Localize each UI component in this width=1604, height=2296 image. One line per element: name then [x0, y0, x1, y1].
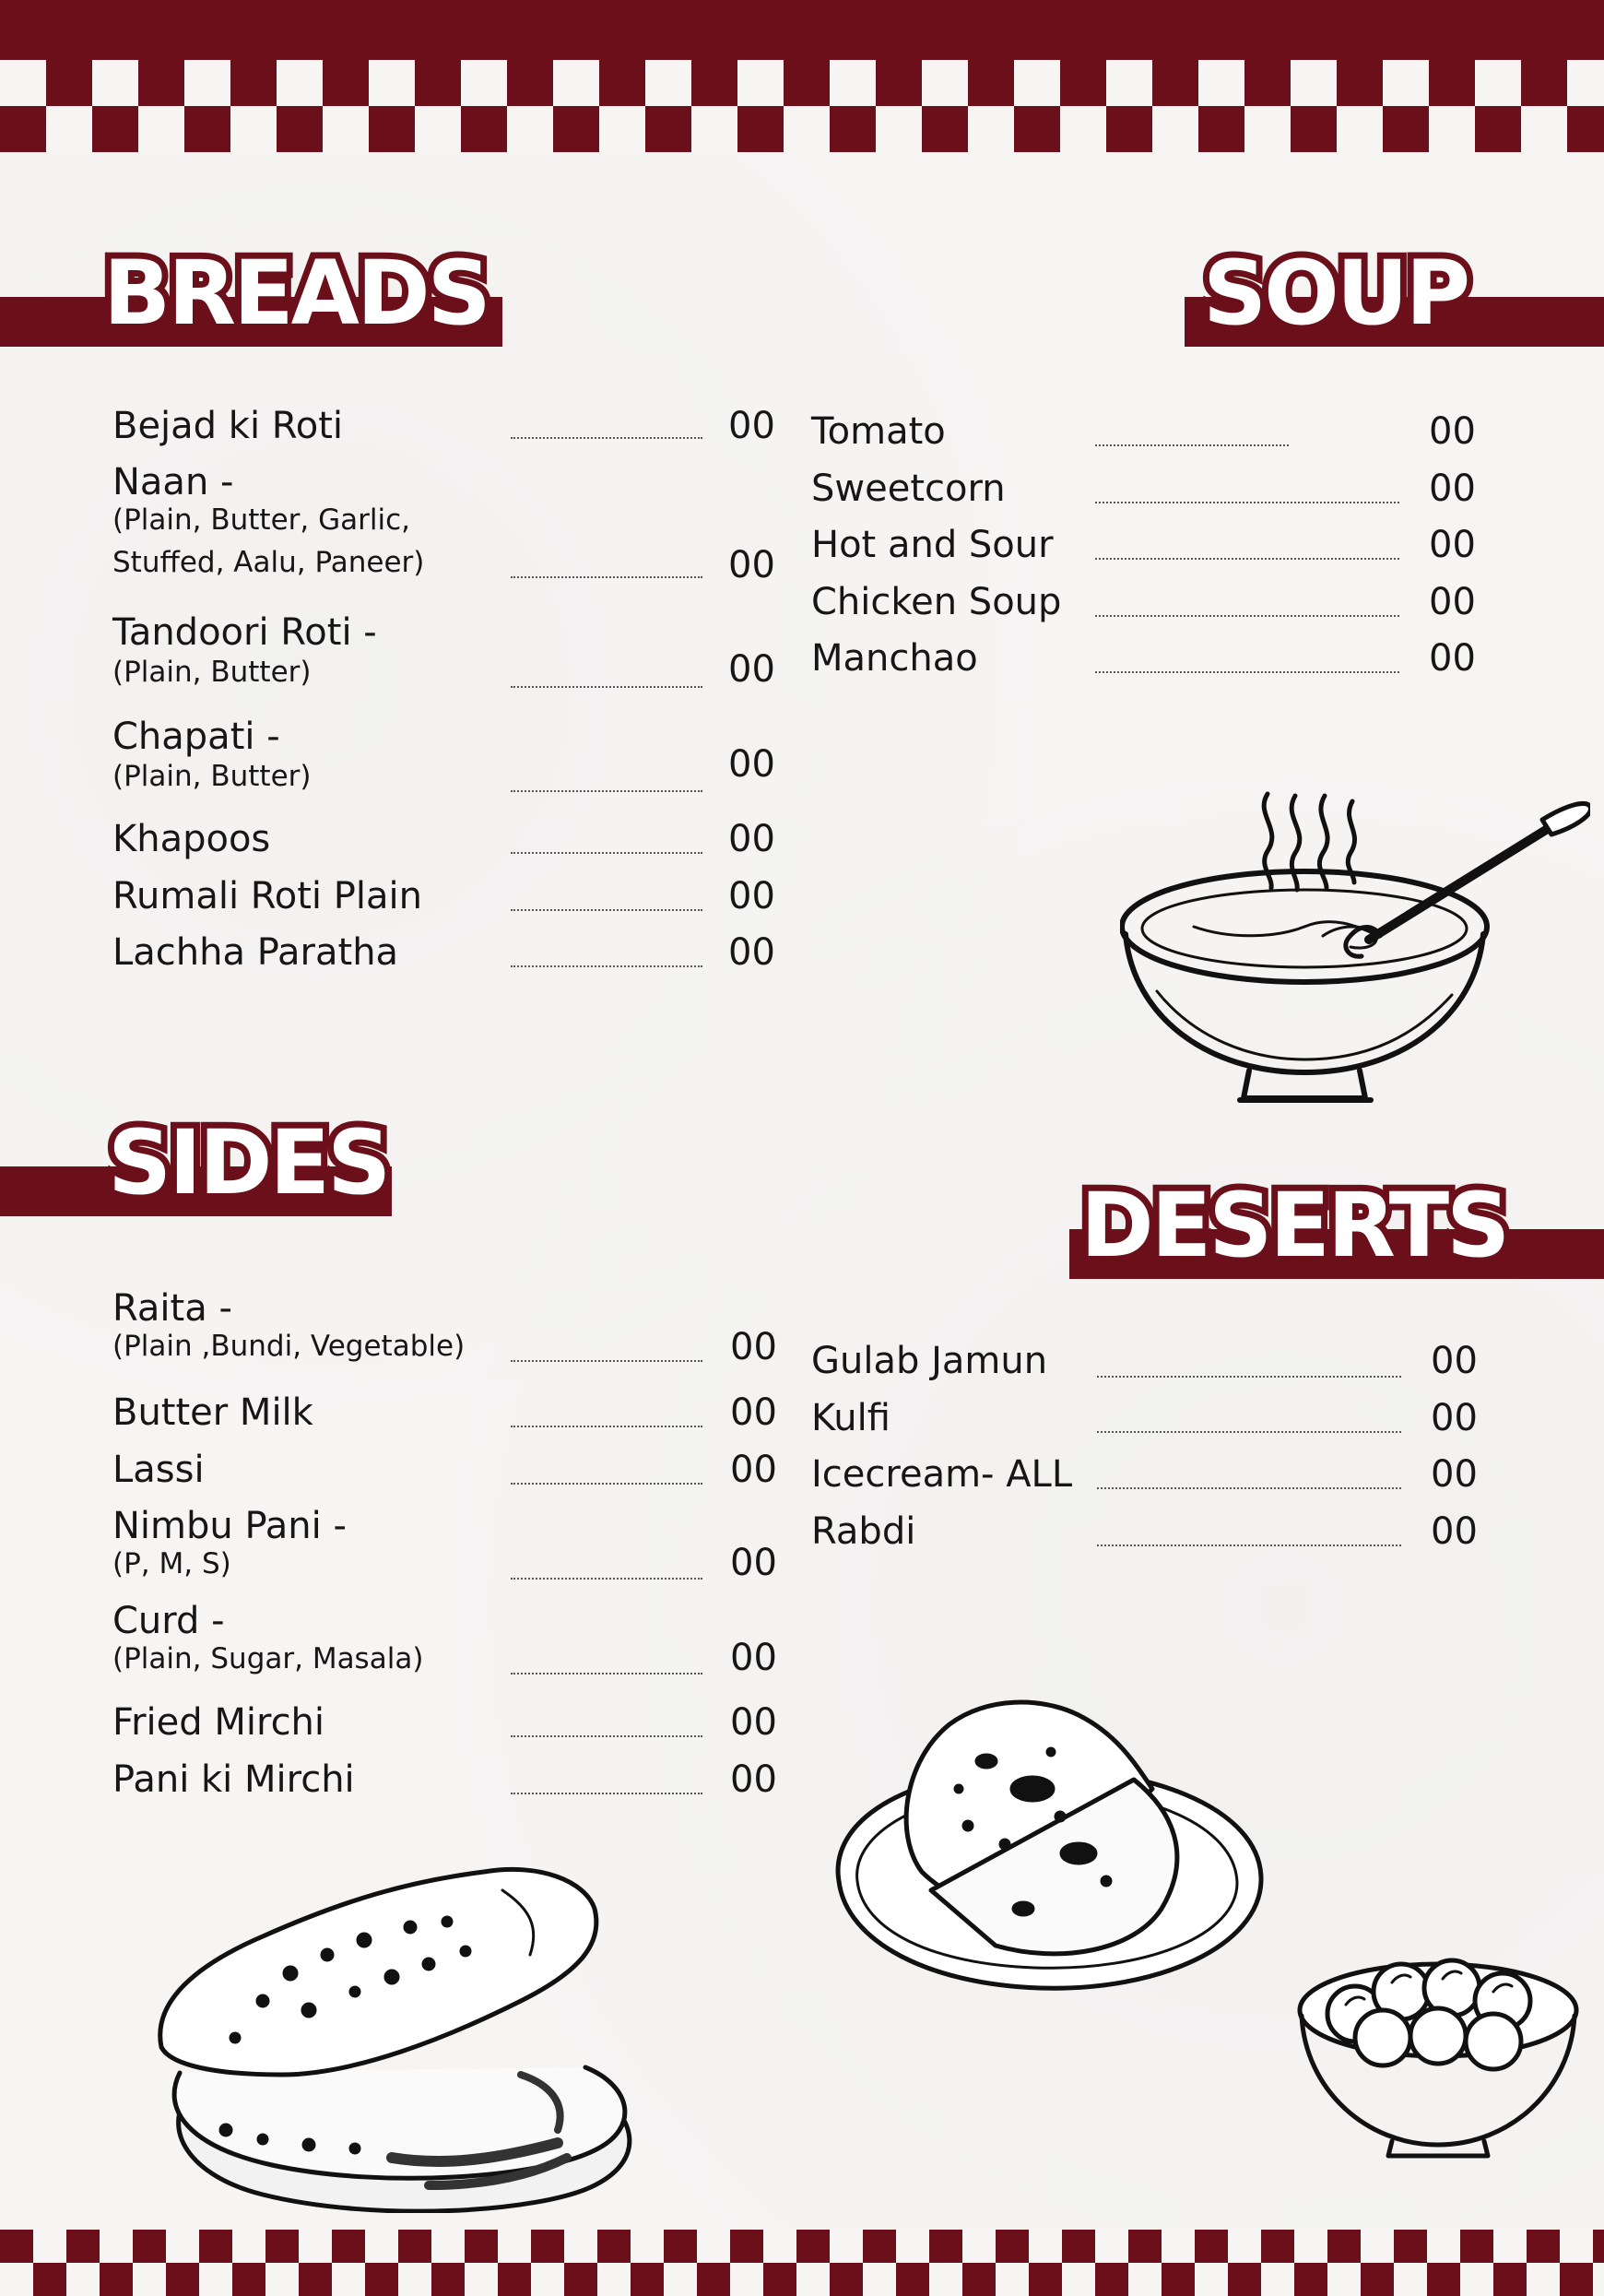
item-name: Lachha Paratha [112, 931, 399, 974]
checker-cell [0, 2263, 33, 2296]
item-name: Naan - [112, 461, 234, 503]
item-name: Manchao [811, 637, 978, 680]
item-name: Kulfi [811, 1397, 890, 1439]
item-name: Icecream- ALL [811, 1453, 1073, 1496]
checker-cell [1567, 106, 1604, 152]
item-price: 00 [1429, 581, 1476, 623]
dotted-leader [511, 1793, 702, 1794]
checker-cell [33, 2263, 66, 2296]
item-price: 00 [730, 1391, 777, 1434]
dotted-leader [1097, 1487, 1401, 1489]
checker-cell [0, 106, 46, 152]
item-price: 00 [730, 1326, 777, 1368]
item-description: (Plain, Butter) [112, 760, 312, 793]
dotted-leader [511, 1426, 702, 1427]
dotted-leader [1097, 1431, 1401, 1433]
checker-cell [1567, 60, 1604, 106]
paratha-plate-illustration [830, 1697, 1272, 2001]
item-price: 00 [728, 405, 775, 447]
dotted-leader [511, 1735, 702, 1737]
item-price: 00 [1431, 1453, 1478, 1496]
checker-cell [33, 2230, 66, 2263]
dotted-leader [511, 1673, 702, 1675]
item-name: Curd - [112, 1600, 225, 1642]
checker-cell [1527, 2230, 1560, 2263]
item-price: 00 [728, 743, 775, 786]
item-price: 00 [1429, 524, 1476, 566]
item-name: Sweetcorn [811, 467, 1006, 510]
item-price: 00 [1431, 1510, 1478, 1553]
checker-cell [1493, 2230, 1527, 2263]
item-price: 00 [730, 1542, 777, 1584]
item-price: 00 [730, 1637, 777, 1679]
item-price: 00 [1429, 467, 1476, 510]
item-name: Nimbu Pani - [112, 1505, 347, 1547]
item-name: Butter Milk [112, 1391, 313, 1434]
item-name: Chapati - [112, 716, 280, 758]
checker-cell [66, 2230, 100, 2263]
sides-heading: SIDES [108, 1111, 389, 1214]
item-price: 00 [730, 1449, 777, 1491]
checker-cell [0, 60, 46, 106]
breads-heading: BREADS [103, 242, 489, 345]
soup-bowl-illustration [1120, 788, 1590, 1120]
item-description: (Plain, Sugar, Masala) [112, 1642, 424, 1675]
naan-stack-illustration [152, 1863, 687, 2213]
item-name: Hot and Sour [811, 524, 1054, 566]
item-name: Chicken Soup [811, 581, 1062, 623]
checker-cell [46, 60, 92, 106]
item-name: Pani ki Mirchi [112, 1758, 355, 1801]
item-name: Bejad ki Roti [112, 405, 344, 447]
item-description: (Plain ,Bundi, Vegetable) [112, 1330, 466, 1363]
item-price: 00 [728, 544, 775, 586]
item-description: (Plain, Butter) [112, 656, 312, 689]
dotted-leader [511, 1360, 702, 1362]
checker-cell [1521, 60, 1567, 106]
item-name: Khapoos [112, 818, 271, 860]
item-price: 00 [730, 1758, 777, 1801]
item-name: Lassi [112, 1449, 205, 1491]
checker-cell [1593, 2230, 1604, 2263]
item-price: 00 [728, 875, 775, 917]
item-name: Raita - [112, 1287, 232, 1330]
item-price: 00 [728, 818, 775, 860]
item-price: 00 [728, 648, 775, 691]
item-name: Tandoori Roti - [112, 611, 377, 654]
item-name: Rumali Roti Plain [112, 875, 422, 917]
checker-cell [1560, 2263, 1593, 2296]
checker-cell [0, 2230, 33, 2263]
dotted-leader [1097, 1544, 1401, 1546]
item-name: Gulab Jamun [811, 1340, 1048, 1382]
item-description: (Plain, Butter, Garlic, Stuffed, Aalu, Paneer) [112, 503, 425, 579]
item-price: 00 [1429, 410, 1476, 453]
item-price: 00 [1429, 637, 1476, 680]
item-price: 00 [1431, 1397, 1478, 1439]
checker-cell [46, 106, 92, 152]
checker-cell [1527, 2263, 1560, 2296]
item-name: Tomato [811, 410, 946, 453]
item-price: 00 [728, 931, 775, 974]
item-price: 00 [1431, 1340, 1478, 1382]
dotted-leader [1097, 1376, 1401, 1378]
item-name: Rabdi [811, 1510, 916, 1553]
checker-cell [1493, 2263, 1527, 2296]
item-price: 00 [730, 1701, 777, 1744]
checker-cell [1560, 2230, 1593, 2263]
gulab-jamun-bowl-illustration [1291, 1927, 1586, 2167]
checker-cell [1521, 106, 1567, 152]
deserts-heading: DESERTS [1080, 1174, 1508, 1277]
item-name: Fried Mirchi [112, 1701, 325, 1744]
checker-cell [66, 2263, 100, 2296]
dotted-leader [511, 1578, 702, 1580]
soup-heading: SOUP [1203, 242, 1468, 345]
dotted-leader [511, 1483, 702, 1485]
item-description: (P, M, S) [112, 1547, 231, 1580]
checker-cell [1593, 2263, 1604, 2296]
